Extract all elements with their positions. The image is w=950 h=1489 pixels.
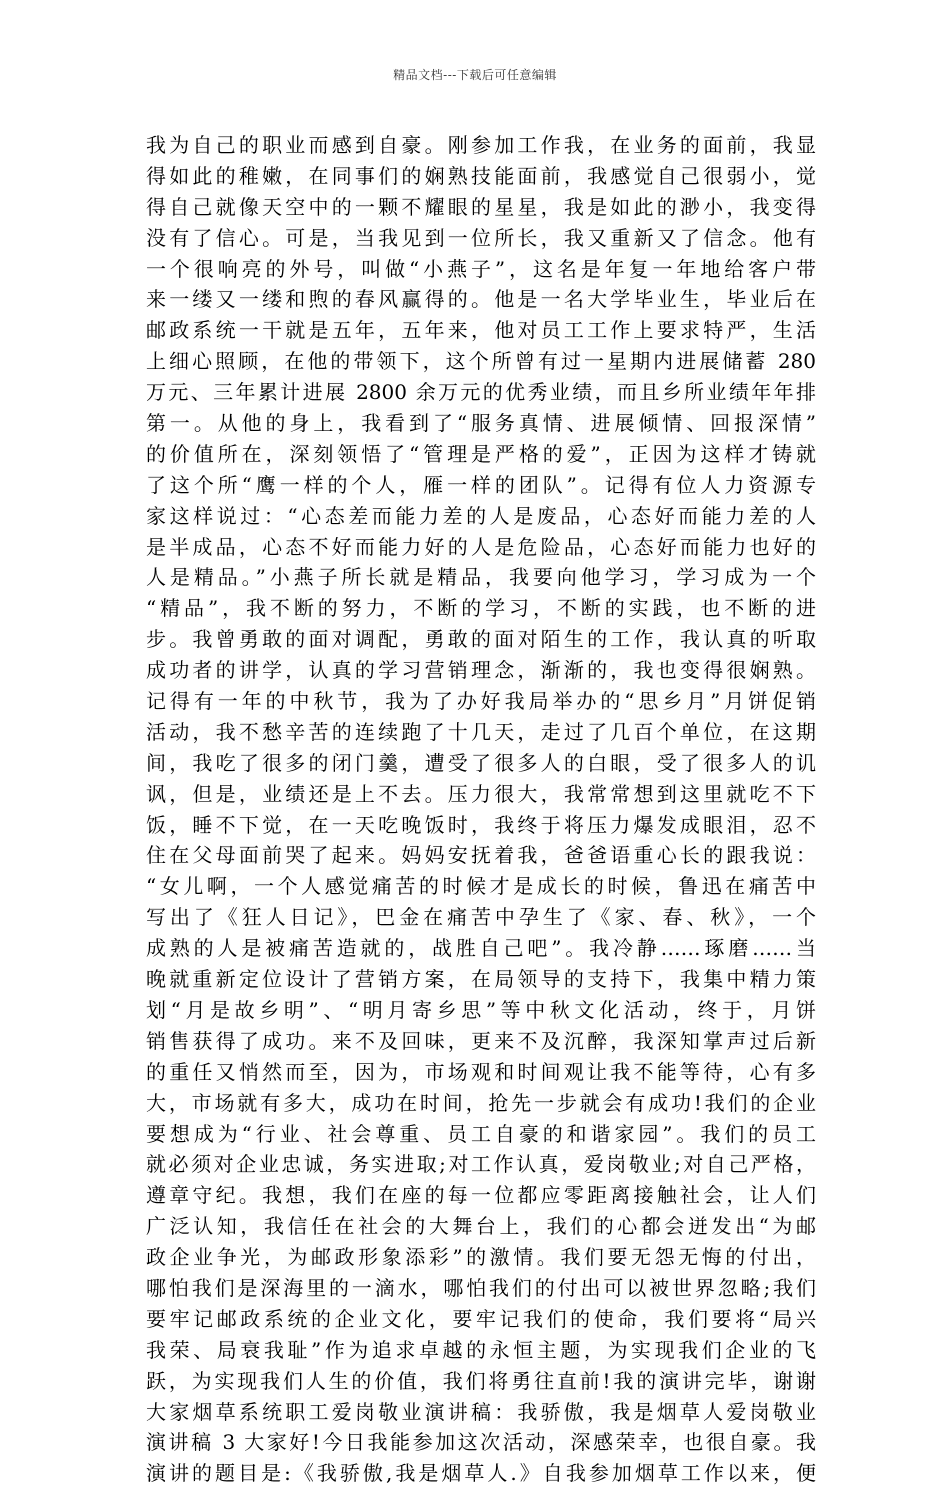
text-line: 晚就重新定位设计了营销方案，在局领导的支持下，我集中精力策 [146,967,816,992]
text-line: 记得有一年的中秋节，我为了办好我局举办的“思乡月”月饼促销 [146,689,816,714]
text-line: 人是精品。”小燕子所长就是精品，我要向他学习，学习成为一个 [146,565,816,590]
text-line: 的价值所在，深刻领悟了“管理是严格的爱”，正因为这样才铸就 [146,441,816,466]
text-line: 政企业争光，为邮政形象添彩”的激情。我们要无怨无悔的付出， [146,1245,816,1270]
text-line: 得自己就像天空中的一颗不耀眼的星星，我是如此的渺小，我变得 [146,194,816,219]
text-line: 我荣、局衰我耻”作为追求卓越的永恒主题，为实现我们企业的飞 [146,1337,816,1362]
text-line: 没有了信心。可是，当我见到一位所长，我又重新又了信念。他有 [146,225,816,250]
text-line: 邮政系统一干就是五年，五年来，他对员工工作上要求特严，生活 [146,318,816,343]
text-line: 广泛认知，我信任在社会的大舞台上，我们的心都会迸发出“为邮 [146,1214,816,1239]
text-line: 遵章守纪。我想，我们在座的每一位都应零距离接触社会，让人们 [146,1183,816,1208]
text-line: 跃，为实现我们人生的价值，我们将勇往直前!我的演讲完毕，谢谢 [146,1368,816,1393]
text-line: 演讲的题目是:《我骄傲,我是烟草人.》自我参加烟草工作以来，便 [146,1461,816,1486]
text-line: 成熟的人是被痛苦造就的，战胜自己吧”。我冷静……琢磨……当 [146,936,816,961]
text-line: 演讲稿 3 大家好!今日我能参加这次活动，深感荣幸，也很自豪。我 [146,1430,816,1455]
text-line: 是半成品，心态不好而能力好的人是危险品，心态好而能力也好的 [146,534,816,559]
text-line: 第一。从他的身上，我看到了“服务真情、进展倾情、回报深情” [146,411,816,436]
text-line: 家这样说过：“心态差而能力差的人是废品，心态好而能力差的人 [146,503,816,528]
text-line: “女儿啊，一个人感觉痛苦的时候才是成长的时候，鲁迅在痛苦中 [146,874,816,899]
text-line: 得如此的稚嫩，在同事们的娴熟技能面前，我感觉自己很弱小，觉 [146,163,816,188]
text-line: “精品”，我不断的努力，不断的学习，不断的实践，也不断的进 [146,596,816,621]
body-text [146,130,816,1489]
text-line: 要牢记邮政系统的企业文化，要牢记我们的使命，我们要将“局兴 [146,1306,816,1331]
text-line: 哪怕我们是深海里的一滴水，哪怕我们的付出可以被世界忽略;我们 [146,1275,816,1300]
text-line: 就必须对企业忠诚，务实进取;对工作认真，爱岗敬业;对自己严格， [146,1152,816,1177]
text-line: 来一缕又一缕和煦的春风赢得的。他是一名大学毕业生，毕业后在 [146,287,816,312]
text-line: 写出了《狂人日记》，巴金在痛苦中孕生了《家、春、秋》，一个 [146,905,816,930]
text-line: 划“月是故乡明”、“明月寄乡思”等中秋文化活动，终于，月饼 [146,997,816,1022]
text-line: 活动，我不愁辛苦的连续跑了十几天，走过了几百个单位，在这期 [146,719,816,744]
text-line: 了这个所“鹰一样的个人，雁一样的团队”。记得有位人力资源专 [146,472,816,497]
text-line: 我为自己的职业而感到自豪。刚参加工作我，在业务的面前，我显 [146,133,816,157]
text-line: 饭，睡不下觉，在一天吃晚饭时，我终于将压力爆发成眼泪，忍不 [146,812,816,837]
text-line: 万元、三年累计进展 2800 余万元的优秀业绩，而且乡所业绩年年排 [146,380,816,405]
text-line: 销售获得了成功。来不及回味，更来不及沉醉，我深知掌声过后新 [146,1028,816,1053]
page-header: 精品文档---下载后可任意编辑 [393,68,557,82]
text-line: 住在父母面前哭了起来。妈妈安抚着我，爸爸语重心长的跟我说： [146,843,816,868]
text-line: 步。我曾勇敢的面对调配，勇敢的面对陌生的工作，我认真的听取 [146,627,816,652]
text-line: 要想成为“行业、社会尊重、员工自豪的和谐家园”。我们的员工 [146,1121,816,1146]
text-line: 的重任又悄然而至，因为，市场观和时间观让我不能等待，心有多 [146,1059,816,1084]
text-line: 上细心照顾，在他的带领下，这个所曾有过一星期内进展储蓄 280 [146,349,816,374]
text-line: 讽，但是，业绩还是上不去。压力很大，我常常想到这里就吃不下 [146,781,816,806]
text-line: 大，市场就有多大，成功在时间，抢先一步就会有成功!我们的企业 [146,1090,816,1115]
text-line: 成功者的讲学，认真的学习营销理念，渐渐的，我也变得很娴熟。 [146,658,816,683]
text-line: 一个很响亮的外号，叫做“小燕子”，这名是年复一年地给客户带 [146,256,816,281]
text-line: 间，我吃了很多的闭门羹，遭受了很多人的白眼，受了很多人的讥 [146,750,816,775]
text-line: 大家烟草系统职工爱岗敬业演讲稿：我骄傲，我是烟草人爱岗敬业 [146,1399,816,1424]
